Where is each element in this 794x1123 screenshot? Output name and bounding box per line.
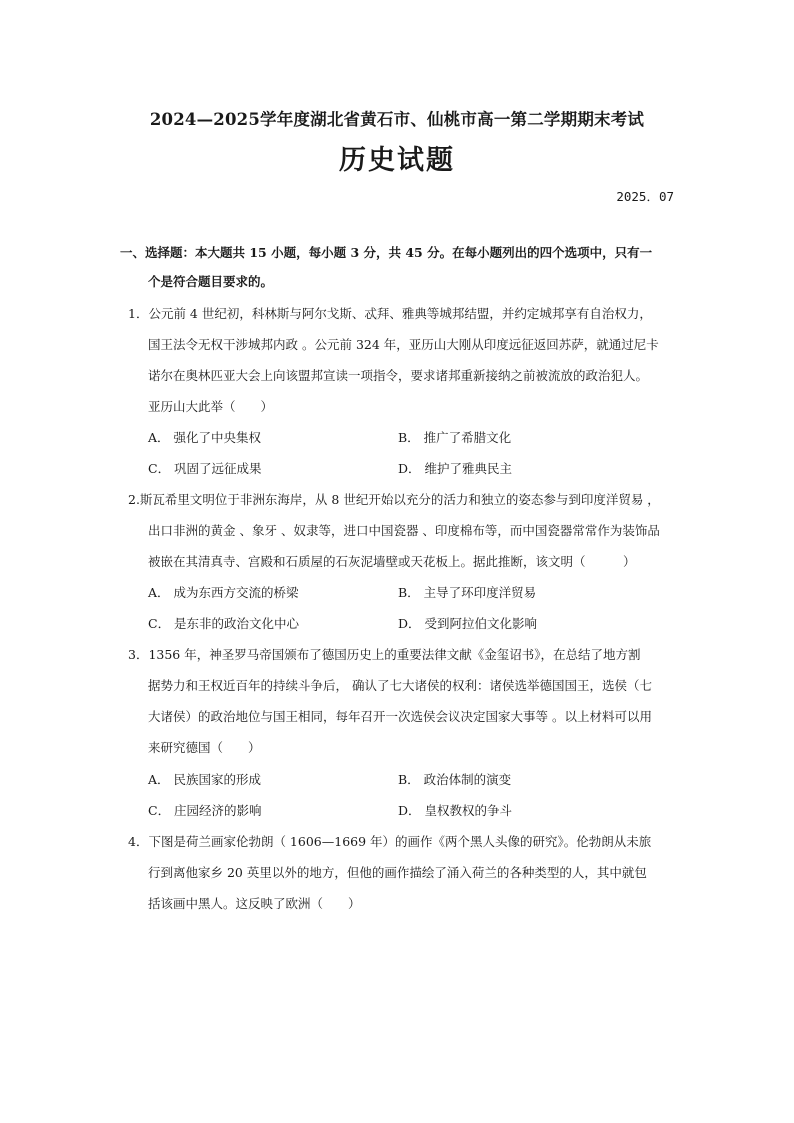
- question-2-option-a[interactable]: A． 成为东西方交流的桥梁: [148, 585, 299, 600]
- question-2-option-b[interactable]: B． 主导了环印度洋贸易: [398, 585, 537, 600]
- question-1-stem: 亚历山大此举（ ）: [148, 399, 274, 414]
- question-1-option-b[interactable]: B． 推广了希腊文化: [398, 430, 512, 445]
- question-2-option-d[interactable]: D． 受到阿拉伯文化影响: [398, 616, 537, 631]
- question-4-stem: 4．下图是荷兰画家伦勃朗（ 1606—1669 年）的画作《两个黑人头像的研究》。伦勃朗从未旅: [128, 834, 652, 849]
- question-2-stem: 出口非洲的黄金 、象牙 、奴隶等，进口中国瓷器 、印度棉布等，而中国瓷器常常作为装饰品: [148, 523, 660, 538]
- question-3-stem: 据势力和王权近百年的持续斗争后， 确认了七大诸侯的权利：诸侯选举德国国王，选侯（七: [148, 678, 652, 693]
- question-1-option-a[interactable]: A． 强化了中央集权: [148, 430, 262, 445]
- section-instructions: 一、选择题：本大题共 15 小题，每小题 3 分，共 45 分。在每小题列出的四个选项中，只有一: [120, 245, 653, 260]
- section-instructions-cont: 个是符合题目要求的。: [148, 274, 274, 289]
- question-4-stem: 行到离他家乡 20 英里以外的地方，但他的画作描绘了涌入荷兰的各种类型的人，其中就包: [148, 865, 647, 880]
- question-1-stem: 1．公元前 4 世纪初，科林斯与阿尔戈斯、忒拜、雅典等城邦结盟，并约定城邦享有自治权力，: [128, 306, 652, 321]
- question-3-option-b[interactable]: B． 政治体制的演变: [398, 772, 512, 787]
- question-3-option-d[interactable]: D． 皇权教权的争斗: [398, 803, 512, 818]
- question-3-stem: 来研究德国（ ）: [148, 740, 261, 755]
- question-3-stem: 大诸侯）的政治地位与国王相同，每年召开一次选侯会议决定国家大事等 。以上材料可以用: [148, 709, 652, 724]
- question-2-stem: 被嵌在其清真寺、宫殿和石质屋的石灰泥墙壁或天花板上。据此推断，该文明（ ）: [148, 554, 636, 569]
- subject-title: 历史试题: [339, 145, 455, 176]
- question-1-option-d[interactable]: D． 维护了雅典民主: [398, 461, 512, 476]
- question-4-stem: 括该画中黑人。这反映了欧洲（ ）: [148, 896, 361, 911]
- exam-date: 2025．07: [616, 189, 674, 204]
- question-3-option-c[interactable]: C． 庄园经济的影响: [148, 803, 262, 818]
- question-3-option-a[interactable]: A． 民族国家的形成: [148, 772, 262, 787]
- exam-title: 2024—2025学年度湖北省黄石市、仙桃市高一第二学期期末考试: [149, 110, 645, 129]
- question-2-option-c[interactable]: C． 是东非的政治文化中心: [148, 616, 300, 631]
- question-3-stem: 3．1356 年，神圣罗马帝国颁布了德国历史上的重要法律文献《金玺诏书》，在总结了地方割: [128, 647, 641, 662]
- question-2-stem: 2.斯瓦希里文明位于非洲东海岸，从 8 世纪开始以充分的活力和独立的姿态参与到印度洋贸易 ，: [128, 492, 660, 507]
- question-1-stem: 国王法令无权干涉城邦内政 。公元前 324 年，亚历山大刚从印度远征返回苏萨，就通过尼卡: [148, 337, 659, 352]
- question-1-option-c[interactable]: C． 巩固了远征成果: [148, 461, 262, 476]
- question-1-stem: 诺尔在奥林匹亚大会上向该盟邦宣读一项指令，要求诸邦重新接纳之前被流放的政治犯人。: [148, 368, 649, 383]
